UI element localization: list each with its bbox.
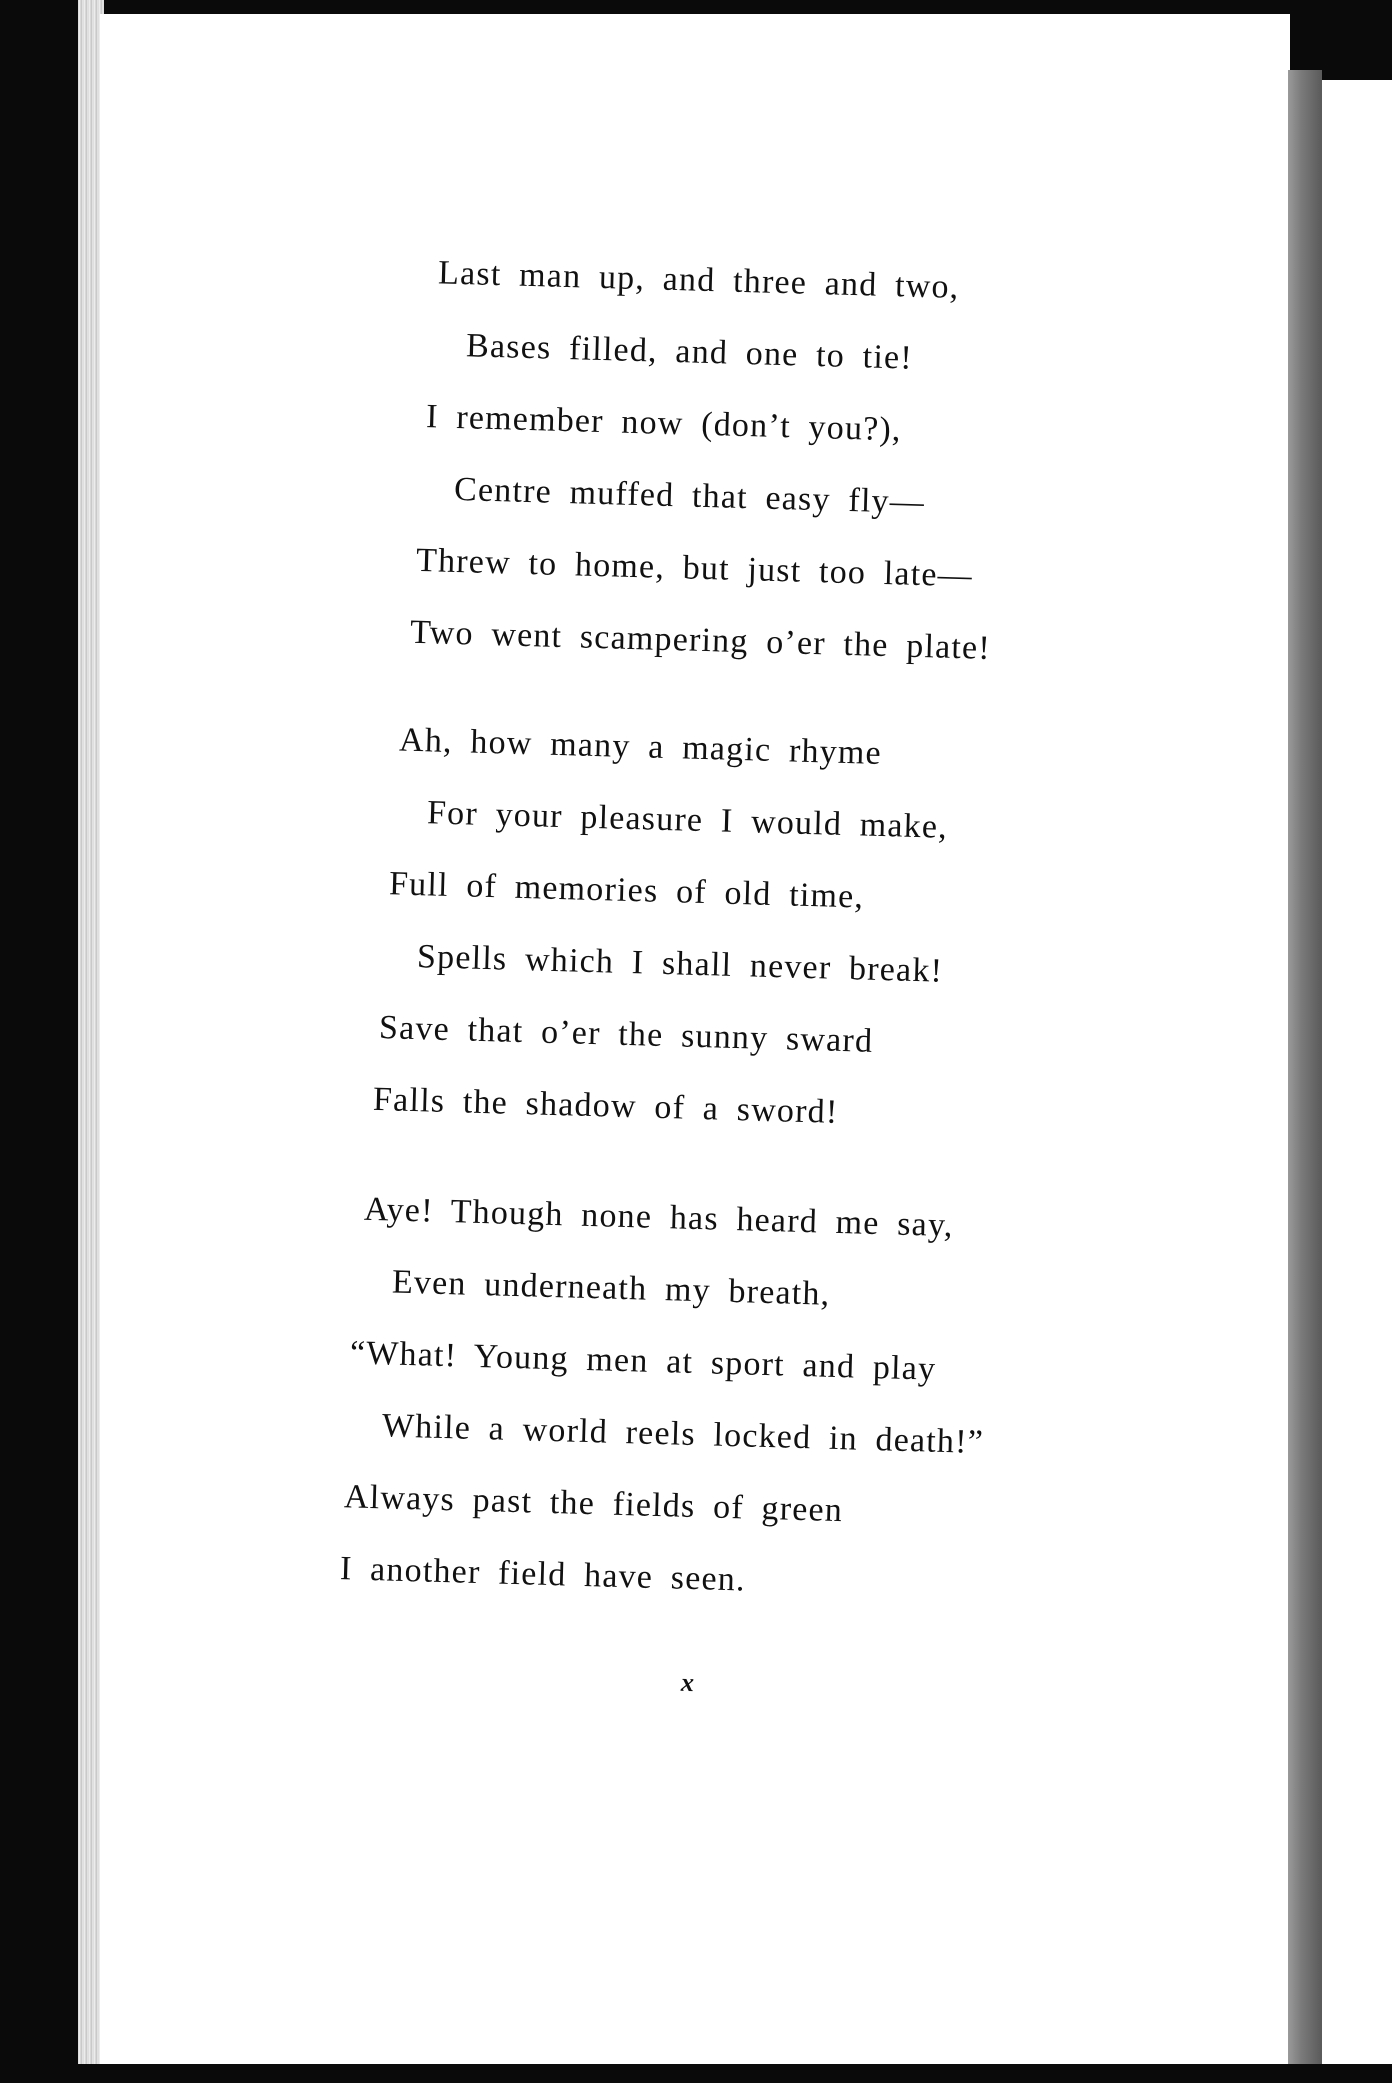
poem-line: Always past the fields of green	[343, 1478, 844, 1530]
poem-line: Ah, how many a magic rhyme	[398, 721, 883, 772]
poem-line: Spells which I shall never break!	[416, 938, 944, 990]
page-number: x	[680, 1667, 695, 1698]
poem-line: Two went scampering o’er the plate!	[409, 613, 992, 667]
poem-line: While a world reels locked in death!”	[381, 1407, 985, 1462]
poem-line: Centre muffed that easy fly—	[453, 470, 926, 522]
poem-line: For your pleasure I would make,	[426, 794, 949, 846]
poem-line: Save that o’er the sunny sward	[378, 1009, 874, 1060]
poem-line: “What! Young men at sport and play	[349, 1334, 937, 1388]
poem-line: I remember now (don’t you?),	[425, 398, 903, 449]
poem-line: Falls the shadow of a sword!	[372, 1080, 839, 1131]
poem-line: Aye! Though none has heard me say,	[363, 1190, 955, 1245]
poem-line: Even underneath my breath,	[391, 1263, 831, 1313]
poem-line: Full of memories of old time,	[388, 865, 865, 916]
poem-line: Threw to home, but just too late—	[415, 541, 974, 595]
poem-line: Bases filled, and one to tie!	[465, 327, 914, 377]
poem-line: Last man up, and three and two,	[437, 254, 960, 306]
poem-line: I another field have seen.	[339, 1550, 747, 1599]
